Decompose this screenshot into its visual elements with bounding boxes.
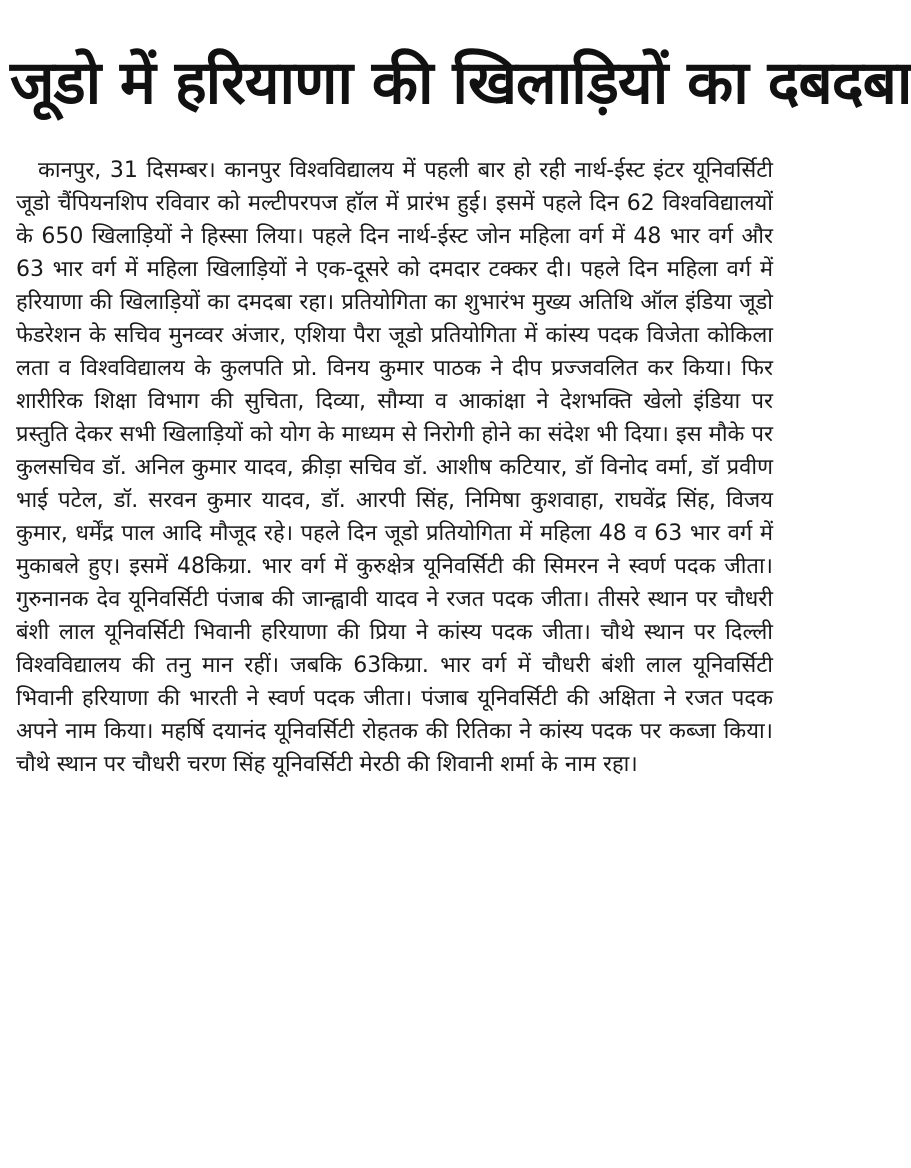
headline: जूडो में हरियाणा की खिलाड़ियों का दबदबा xyxy=(10,48,911,118)
article-body: कानपुर, 31 दिसम्बर। कानपुर विश्वविद्यालय में पहली बार हो रही नार्थ-ईस्ट इंटर यूनिवर्सिटी जूडो चैंपियनशिप रविवार को मल्टीपरपज हॉल में प्रारंभ हुई। इसमें पहले दिन 62 विश्वविद्यालयों के 650 खिलाड़ियों ने हिस्सा लिया। पहले दिन नार्थ-ईस्ट जोन महिला वर्ग में 48 भार वर्ग और 63 भार वर्ग में महिला खिलाड़ियों ने एक-दूसरे को दमदार टक्कर दी। पहले दिन महिला वर्ग में हरियाणा की खिलाड़ियों का दमदबा रहा। प्रतियोगिता का शुभारंभ मुख्य अतिथि ऑल इंडिया जूडो फेडरेशन के सचिव मुनव्वर अंजार, एशिया पैरा जूडो प्रतियोगिता में कांस्य पदक विजेता कोकिला लता व विश्वविद्यालय के कुलपति प्रो. विनय कुमार पाठक ने दीप प्रज्जवलित कर किया। फिर शारीरिक शिक्षा विभाग की सुचिता, दिव्या, सौम्या व आकांक्षा ने देशभक्ति खेलो इंडिया पर प्रस्तुति देकर सभी खिलाड़ियों को योग के माध्यम से निरोगी होने का संदेश भी दिया। इस मौके पर कुलसचिव डॉ. अनिल कुमार यादव, क्रीड़ा सचिव डॉ. आशीष कटियार, डॉ विनोद वर्मा, डॉ प्रवीण भाई पटेल, डॉ. सरवन कुमार यादव, डॉ. आरपी सिंह, निमिषा कुशवाहा, राघवेंद्र सिंह, विजय कुमार, धर्मेंद्र पाल आदि मौजूद रहे। पहले दिन जूडो प्रतियोगिता में महिला 48 व 63 भार वर्ग में मुकाबले हुए। इसमें 48किग्रा. भार वर्ग में कुरुक्षेत्र यूनिवर्सिटी की सिमरन ने स्वर्ण पदक जीता। गुरुनानक देव यूनिवर्सिटी पंजाब की जान्ह्वावी यादव ने रजत पदक जीता। तीसरे स्थान पर चौधरी बंशी लाल यूनिवर्सिटी भिवानी हरियाणा की प्रिया ने कांस्य पदक जीता। चौथे स्थान पर दिल्ली विश्वविद्यालय की तनु मान रहीं। जबकि 63किग्रा. भार वर्ग में चौधरी बंशी लाल यूनिवर्सिटी भिवानी हरियाणा की भारती ने स्वर्ण पदक जीता। पंजाब यूनिवर्सिटी की अक्षिता ने रजत पदक अपने नाम किया। महर्षि दयानंद यूनिवर्सिटी रोहतक की रितिका ने कांस्य पदक पर कब्जा किया। चौथे स्थान पर चौधरी चरण सिंह यूनिवर्सिटी मेरठी की शिवानी शर्मा के नाम रहा। xyxy=(16,158,773,777)
